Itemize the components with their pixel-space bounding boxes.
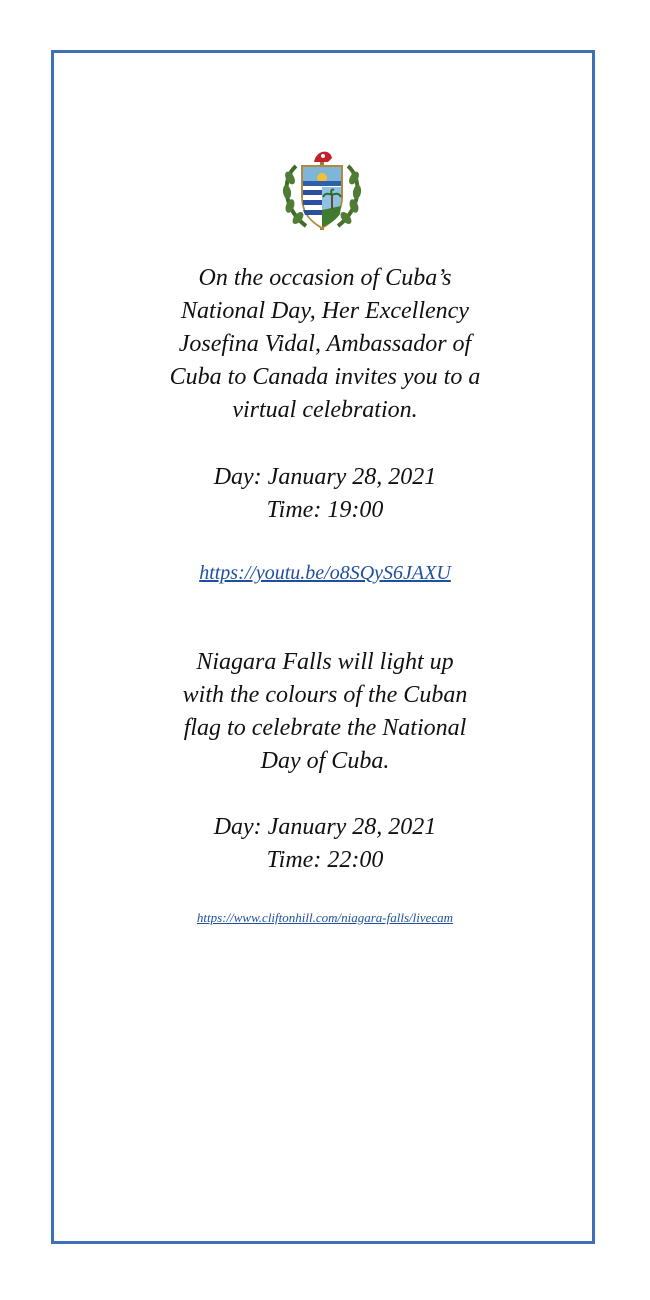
text-line: Josefina Vidal, Ambassador of [178, 331, 472, 357]
text-line: Cuba to Canada invites you to a [169, 364, 481, 390]
text-line: Day of Cuba. [260, 748, 390, 774]
invitation-paragraph [120, 262, 530, 427]
text-line: flag to celebrate the National [183, 715, 467, 741]
text-line: virtual celebration. [232, 397, 418, 423]
text-line: Niagara Falls will light up [196, 649, 454, 675]
niagara-paragraph [120, 646, 530, 778]
text-line: On the occasion of Cuba’s [198, 265, 452, 291]
text-line: National Day, Her Excellency [181, 298, 469, 324]
cuban-coat-of-arms-icon [276, 148, 368, 234]
event2-time: Time: 22:00 [266, 847, 384, 873]
event1-details [120, 461, 530, 527]
event1-time: Time: 19:00 [266, 497, 384, 523]
youtube-link[interactable]: https://youtu.be/o8SQyS6JAXU [199, 562, 451, 584]
livecam-link[interactable]: https://www.cliftonhill.com/niagara-falls/livecam [196, 910, 454, 925]
event1-day: Day: January 28, 2021 [213, 464, 437, 490]
event2-details [120, 811, 530, 877]
event2-day: Day: January 28, 2021 [213, 814, 437, 840]
text-line: with the colours of the Cuban [182, 682, 468, 708]
